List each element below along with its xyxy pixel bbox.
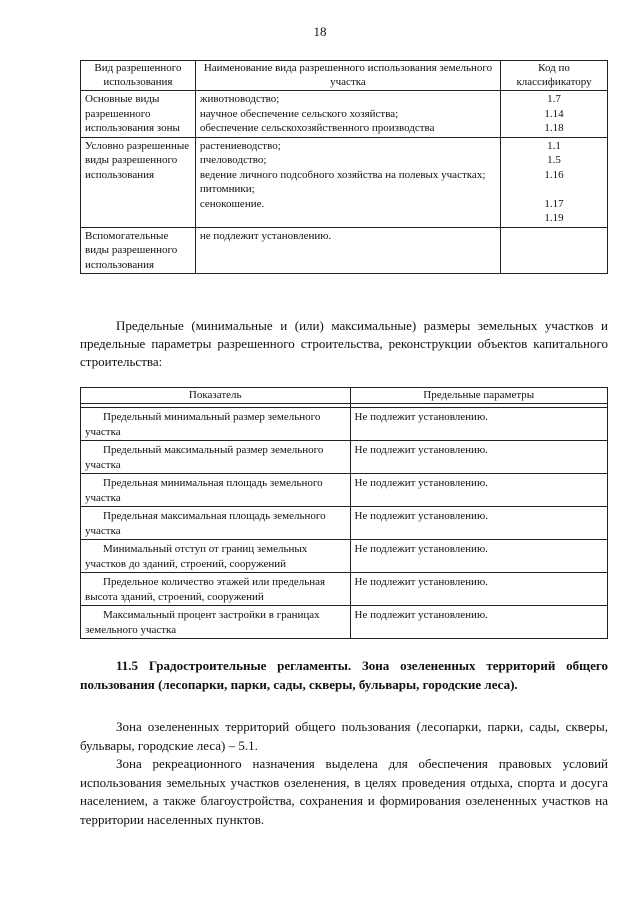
table-row [81,137,608,227]
use-kind-cell: Условно разрешенные виды разрешенного использования [81,137,196,227]
use-names-cell [195,91,500,138]
page-number: 18 [313,24,327,39]
table-row [81,441,608,474]
value-cell: Не подлежит установлению. [350,474,608,507]
use-code: 1.5 [547,154,561,166]
use-code: 1.17 [544,197,564,210]
value-cell: Не подлежит установлению. [350,441,608,474]
use-name: обеспечение сельскохозяйственного производства [199,122,435,134]
use-kind-cell: Основные виды разрешенного использования зоны [81,91,196,138]
parameters-table [80,387,608,639]
use-names-cell [195,137,500,227]
value-cell: Не подлежит установлению. [350,507,608,540]
indicator-cell: Предельное количество этажей или предельная высота зданий, строений, сооружений [81,573,351,606]
use-name: научное обеспечение сельского хозяйства; [199,107,399,120]
use-name: пчеловодство; [199,154,267,166]
indicator-cell: Минимальный отступ от границ земельных участков до зданий, строений, сооружений [81,540,351,573]
use-code: 1.16 [544,168,564,181]
table-row [81,91,608,138]
use-codes-cell [501,91,608,138]
table-row [81,606,608,639]
column-header: Наименование вида разрешенного использования земельного участка [195,61,500,91]
indicator-cell: Предельный минимальный размер земельного участка [81,408,351,441]
body-text [80,718,608,829]
table-row [81,507,608,540]
table-row [81,540,608,573]
table-row [81,474,608,507]
value-cell: Не подлежит установлению. [350,606,608,639]
use-names-cell [195,227,500,274]
use-name: растениеводство; [199,139,281,152]
use-name: питомники; [199,183,255,195]
column-header: Предельные параметры [350,388,608,404]
indicator-cell: Предельная максимальная площадь земельного участка [81,507,351,540]
use-code [505,182,603,197]
body-paragraph: Зона озелененных территорий общего пользования (лесопарки, парки, сады, скверы, бульвары, городские леса) – 5.1. [80,719,608,753]
intro-paragraph: Предельные (минимальные и (или) максимальные) размеры земельных участков и предельные параметры разрешенного строительства, реконструкции объектов капитального строительства: [80,318,608,369]
value-cell: Не подлежит установлению. [350,408,608,441]
indicator-cell: Максимальный процент застройки в границах земельного участка [81,606,351,639]
table-row [81,227,608,274]
use-name: ведение личного подсобного хозяйства на полевых участках; [199,168,486,181]
use-name: сенокошение. [199,197,265,210]
section-heading: 11.5 Градостроительные регламенты. Зона озелененных территорий общего пользования (лесопарки, парки, сады, скверы, бульвары, городские леса). [80,658,608,692]
table-row [81,408,608,441]
table-header-row [81,61,608,91]
use-code: 1.19 [544,212,564,224]
table-header-row [81,388,608,404]
body-paragraph: Зона рекреационного назначения выделена для обеспечения правовых условий использования земельных участков озеленения, в целях проведения отдыха, спорта и досуга населением, а также благоустройства, сохранения и формирования озелененных участков на территории населенных пунктов. [80,756,608,827]
use-codes-cell [501,137,608,227]
use-kind-cell: Вспомогательные виды разрешенного использования [81,227,196,274]
use-code: 1.18 [544,122,564,134]
use-code: 1.14 [544,107,564,120]
use-name: животноводство; [199,93,280,105]
column-header: Код по классификатору [501,61,608,91]
use-code: 1.7 [547,93,561,105]
use-code: 1.1 [547,139,561,152]
column-header: Показатель [81,388,351,404]
permitted-use-table [80,60,608,274]
indicator-cell: Предельная минимальная площадь земельного участка [81,474,351,507]
indicator-cell: Предельный максимальный размер земельного участка [81,441,351,474]
column-header: Вид разрешенного использования [81,61,196,91]
use-codes-cell [501,227,608,274]
table-row [81,573,608,606]
value-cell: Не подлежит установлению. [350,573,608,606]
value-cell: Не подлежит установлению. [350,540,608,573]
use-name: не подлежит установлению. [199,229,332,242]
